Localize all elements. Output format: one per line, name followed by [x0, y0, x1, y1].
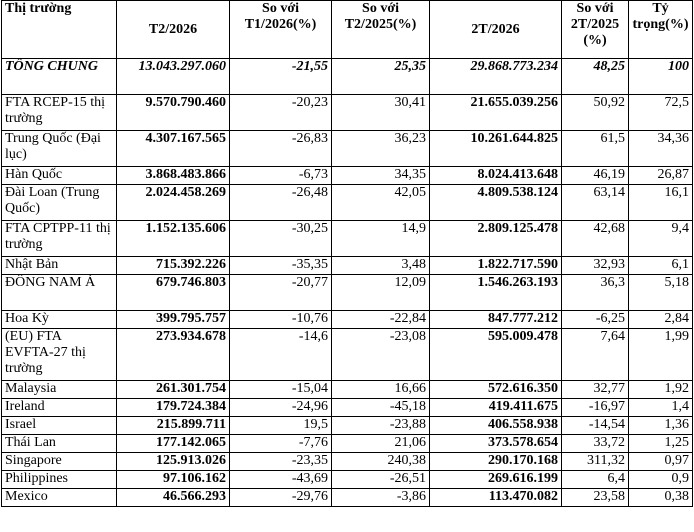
cell-market: Singapore: [2, 453, 117, 471]
cell-share: 0,9: [629, 471, 693, 489]
cell-vs-2t-2025: 61,5: [562, 131, 629, 167]
header-vs-t1-2026: So với T1/2026(%): [230, 1, 332, 59]
cell-vs-t2-2025: -26,51: [332, 471, 430, 489]
cell-share: 9,4: [629, 221, 693, 257]
table-row: [2, 399, 693, 417]
cell-vs-t1-2026: -6,73: [230, 167, 332, 185]
cell-market: Ireland: [2, 399, 117, 417]
cell-vs-2t-2025: 48,25: [562, 59, 629, 95]
cell-t2-2026: 399.795.757: [117, 311, 230, 329]
cell-share: 1,36: [629, 417, 693, 435]
cell-vs-t2-2025: -22,84: [332, 311, 430, 329]
cell-t2-2026: 9.570.790.460: [117, 95, 230, 131]
cell-2t-2026: 373.578.654: [430, 435, 562, 453]
cell-share: 1,99: [629, 329, 693, 381]
cell-vs-t1-2026: -7,76: [230, 435, 332, 453]
cell-vs-t2-2025: 16,66: [332, 381, 430, 399]
table-row: [2, 95, 693, 131]
cell-vs-t2-2025: -3,86: [332, 489, 430, 507]
cell-2t-2026: 406.558.938: [430, 417, 562, 435]
cell-t2-2026: 46.566.293: [117, 489, 230, 507]
cell-share: 100: [629, 59, 693, 95]
cell-vs-t1-2026: -29,76: [230, 489, 332, 507]
table-row: [2, 329, 693, 381]
cell-share: 16,1: [629, 185, 693, 221]
cell-2t-2026: 595.009.478: [430, 329, 562, 381]
cell-vs-2t-2025: -6,25: [562, 311, 629, 329]
table-header-row: [2, 1, 693, 59]
cell-vs-t1-2026: -14,6: [230, 329, 332, 381]
table-row: [2, 471, 693, 489]
cell-vs-t1-2026: -15,04: [230, 381, 332, 399]
cell-t2-2026: 273.934.678: [117, 329, 230, 381]
cell-t2-2026: 179.724.384: [117, 399, 230, 417]
cell-share: 6,1: [629, 257, 693, 275]
table-row: [2, 257, 693, 275]
cell-2t-2026: 29.868.773.234: [430, 59, 562, 95]
cell-vs-t1-2026: -43,69: [230, 471, 332, 489]
cell-vs-t1-2026: -26,48: [230, 185, 332, 221]
cell-2t-2026: 847.777.212: [430, 311, 562, 329]
cell-2t-2026: 113.470.082: [430, 489, 562, 507]
cell-vs-t2-2025: 21,06: [332, 435, 430, 453]
table-row: [2, 311, 693, 329]
cell-market: Israel: [2, 417, 117, 435]
cell-2t-2026: 21.655.039.256: [430, 95, 562, 131]
cell-market: Philippines: [2, 471, 117, 489]
cell-t2-2026: 97.106.162: [117, 471, 230, 489]
cell-vs-t1-2026: -20,23: [230, 95, 332, 131]
cell-share: 0,38: [629, 489, 693, 507]
cell-vs-t2-2025: 25,35: [332, 59, 430, 95]
header-market: Thị trường: [2, 1, 117, 59]
cell-vs-t1-2026: -20,77: [230, 275, 332, 311]
table-row: [2, 221, 693, 257]
cell-market: FTA CPTPP-11 thị trường: [2, 221, 117, 257]
cell-t2-2026: 679.746.803: [117, 275, 230, 311]
cell-market: TỔNG CHUNG: [2, 59, 117, 95]
cell-t2-2026: 1.152.135.606: [117, 221, 230, 257]
cell-market: Nhật Bản: [2, 257, 117, 275]
cell-share: 2,84: [629, 311, 693, 329]
cell-share: 5,18: [629, 275, 693, 311]
cell-vs-t2-2025: -45,18: [332, 399, 430, 417]
table-row: [2, 489, 693, 507]
cell-vs-2t-2025: -14,54: [562, 417, 629, 435]
cell-market: Trung Quốc (Đại lục): [2, 131, 117, 167]
cell-market: (EU) FTA EVFTA-27 thị trường: [2, 329, 117, 381]
cell-vs-2t-2025: 32,93: [562, 257, 629, 275]
cell-2t-2026: 2.809.125.478: [430, 221, 562, 257]
cell-market: Thái Lan: [2, 435, 117, 453]
cell-market: Malaysia: [2, 381, 117, 399]
cell-t2-2026: 3.868.483.866: [117, 167, 230, 185]
cell-vs-t1-2026: -35,35: [230, 257, 332, 275]
header-vs-t2-2025: So với T2/2025(%): [332, 1, 430, 59]
trade-table: [1, 0, 693, 507]
cell-share: 0,97: [629, 453, 693, 471]
cell-vs-t2-2025: 36,23: [332, 131, 430, 167]
table-row: [2, 275, 693, 311]
cell-vs-t2-2025: 34,35: [332, 167, 430, 185]
cell-t2-2026: 261.301.754: [117, 381, 230, 399]
cell-2t-2026: 4.809.538.124: [430, 185, 562, 221]
cell-2t-2026: 8.024.413.648: [430, 167, 562, 185]
cell-t2-2026: 2.024.458.269: [117, 185, 230, 221]
cell-share: 34,36: [629, 131, 693, 167]
cell-vs-2t-2025: 42,68: [562, 221, 629, 257]
cell-2t-2026: 1.546.263.193: [430, 275, 562, 311]
cell-2t-2026: 10.261.644.825: [430, 131, 562, 167]
cell-vs-t1-2026: -23,35: [230, 453, 332, 471]
cell-2t-2026: 269.616.199: [430, 471, 562, 489]
cell-vs-t1-2026: -10,76: [230, 311, 332, 329]
cell-vs-t2-2025: 240,38: [332, 453, 430, 471]
table-row: [2, 131, 693, 167]
cell-2t-2026: 290.170.168: [430, 453, 562, 471]
header-share: Tỷ trọng(%): [629, 1, 693, 59]
table-row: [2, 435, 693, 453]
table-row: [2, 167, 693, 185]
cell-t2-2026: 125.913.026: [117, 453, 230, 471]
cell-share: 1,4: [629, 399, 693, 417]
cell-market: FTA RCEP-15 thị trường: [2, 95, 117, 131]
cell-vs-t1-2026: -26,83: [230, 131, 332, 167]
cell-share: 72,5: [629, 95, 693, 131]
cell-2t-2026: 1.822.717.590: [430, 257, 562, 275]
table-row: [2, 381, 693, 399]
cell-vs-t1-2026: -24,96: [230, 399, 332, 417]
cell-vs-t2-2025: 30,41: [332, 95, 430, 131]
cell-vs-t1-2026: -21,55: [230, 59, 332, 95]
header-2t-2026: 2T/2026: [430, 1, 562, 59]
cell-t2-2026: 215.899.711: [117, 417, 230, 435]
cell-vs-2t-2025: 7,64: [562, 329, 629, 381]
cell-t2-2026: 13.043.297.060: [117, 59, 230, 95]
cell-vs-2t-2025: 63,14: [562, 185, 629, 221]
cell-market: Mexico: [2, 489, 117, 507]
table-body: [2, 59, 693, 507]
cell-market: Hàn Quốc: [2, 167, 117, 185]
cell-market: ĐÔNG NAM Á: [2, 275, 117, 311]
cell-share: 1,25: [629, 435, 693, 453]
cell-vs-2t-2025: 6,4: [562, 471, 629, 489]
cell-vs-2t-2025: -16,97: [562, 399, 629, 417]
cell-vs-t2-2025: 42,05: [332, 185, 430, 221]
table-row: [2, 417, 693, 435]
cell-vs-t2-2025: -23,08: [332, 329, 430, 381]
cell-vs-t2-2025: 3,48: [332, 257, 430, 275]
cell-vs-t1-2026: 19,5: [230, 417, 332, 435]
cell-vs-t2-2025: 12,09: [332, 275, 430, 311]
table-row: [2, 453, 693, 471]
cell-vs-2t-2025: 32,77: [562, 381, 629, 399]
table-row-total: [2, 59, 693, 95]
cell-vs-t2-2025: 14,9: [332, 221, 430, 257]
cell-market: Hoa Kỳ: [2, 311, 117, 329]
header-t2-2026: T2/2026: [117, 1, 230, 59]
header-vs-2t-2025: So với 2T/2025 (%): [562, 1, 629, 59]
cell-t2-2026: 715.392.226: [117, 257, 230, 275]
cell-vs-2t-2025: 311,32: [562, 453, 629, 471]
cell-share: 1,92: [629, 381, 693, 399]
cell-vs-t2-2025: -23,88: [332, 417, 430, 435]
cell-t2-2026: 177.142.065: [117, 435, 230, 453]
cell-vs-2t-2025: 36,3: [562, 275, 629, 311]
cell-vs-2t-2025: 33,72: [562, 435, 629, 453]
cell-market: Đài Loan (Trung Quốc): [2, 185, 117, 221]
cell-vs-2t-2025: 50,92: [562, 95, 629, 131]
cell-2t-2026: 419.411.675: [430, 399, 562, 417]
cell-share: 26,87: [629, 167, 693, 185]
cell-2t-2026: 572.616.350: [430, 381, 562, 399]
table-row: [2, 185, 693, 221]
cell-vs-2t-2025: 46,19: [562, 167, 629, 185]
cell-vs-2t-2025: 23,58: [562, 489, 629, 507]
cell-t2-2026: 4.307.167.565: [117, 131, 230, 167]
cell-vs-t1-2026: -30,25: [230, 221, 332, 257]
